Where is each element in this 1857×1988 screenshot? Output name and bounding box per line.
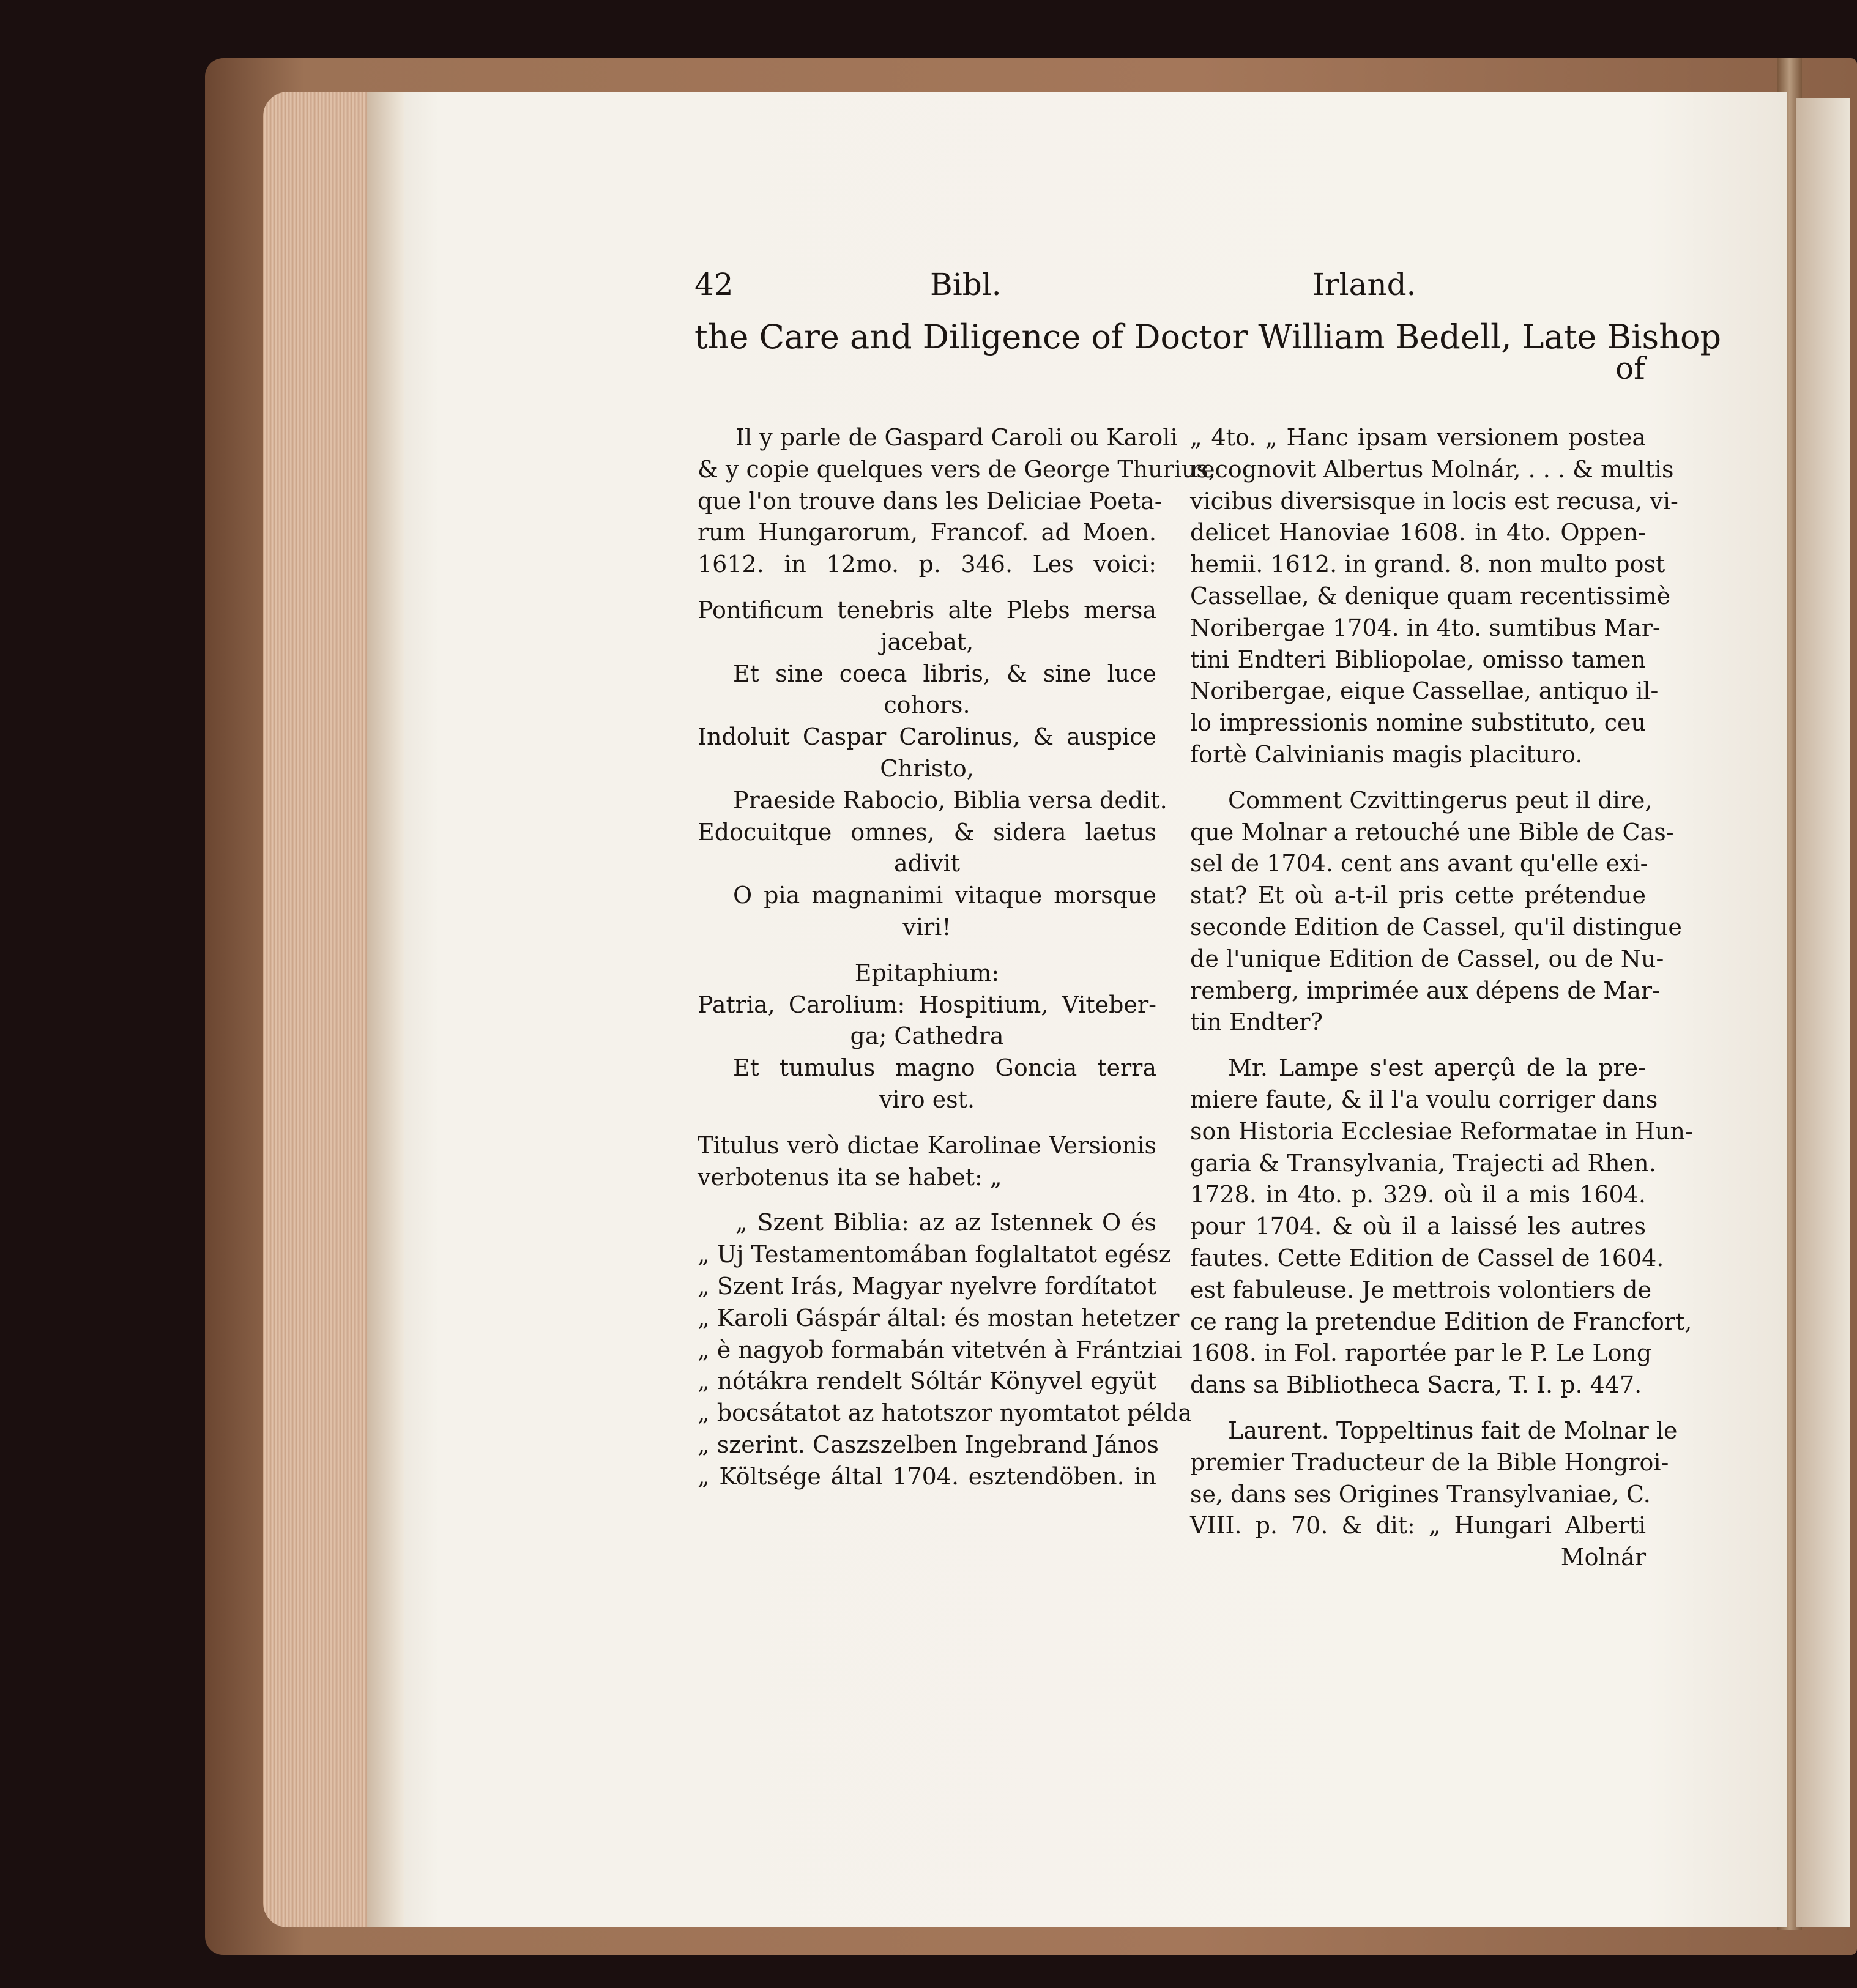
title-line: the Care and Diligence of Doctor William Bedell, Late Bishop (694, 318, 1722, 356)
text-line: que l'on trouve dans les Deliciae Poeta- (698, 487, 1163, 515)
verse-line: Pontificum tenebris alte Plebs mersa (698, 596, 1156, 624)
quote-line: „ Karoli Gáspár által: és mostan hetetzer (698, 1304, 1180, 1331)
text-line: & y copie quelques vers de George Thurius, (698, 455, 1216, 483)
text-line: rum Hungarorum, Francof. ad Moen. (698, 519, 1156, 546)
text-line: hemii. 1612. in grand. 8. non multo post (1190, 551, 1665, 578)
right-column (1190, 422, 1693, 1574)
verse-line: adivit (893, 850, 961, 877)
quote-line: „ Uj Testamentomában foglaltatot egész (698, 1241, 1171, 1268)
quote-line: „ Költsége által 1704. esztendöben. in (698, 1462, 1156, 1490)
quote-line: „ szerint. Caszszelben Ingebrand János (698, 1431, 1159, 1458)
text-line: VIII. p. 70. & dit: „ Hungari Alberti (1190, 1512, 1646, 1539)
page-number: 42 (694, 267, 734, 302)
text-line: pour 1704. & où il a laissé les autres (1190, 1213, 1646, 1240)
verse-line: O pia magnanimi vitaque morsque (733, 882, 1156, 909)
verse-line: Indoluit Caspar Carolinus, & auspice (698, 723, 1156, 751)
text-line: „ 4to. „ Hanc ipsam versionem postea (1190, 424, 1646, 451)
text-line: sel de 1704. cent ans avant qu'elle exi- (1190, 850, 1648, 877)
text-line: tini Endteri Bibliopolae, omisso tamen (1190, 646, 1646, 673)
text-line: 1728. in 4to. p. 329. où il a mis 1604. (1190, 1181, 1646, 1208)
text-line: remberg, imprimée aux dépens de Mar- (1190, 977, 1660, 1004)
text-line: que Molnar a retouché une Bible de Cas- (1190, 818, 1674, 846)
quote-line: „ bocsátatot az hatotszor nyomtatot példa (698, 1399, 1193, 1427)
text-line: Mr. Lampe s'est aperçû de la pre- (1228, 1054, 1646, 1082)
verse-line: Christo, (880, 754, 974, 782)
verse-line: jacebat, (880, 628, 974, 655)
text-line: stat? Et où a-t-il pris cette prétendue (1190, 882, 1646, 909)
verse-line: Et sine coeca libris, & sine luce (733, 660, 1156, 687)
text-line: Comment Czvittingerus peut il dire, (1228, 786, 1653, 814)
quote-line: „ Szent Irás, Magyar nyelvre fordítatot (698, 1272, 1156, 1300)
verse-line: Et tumulus magno Goncia terra (733, 1054, 1156, 1082)
text-line: 1608. in Fol. raportée par le P. Le Long (1190, 1339, 1652, 1367)
text-line: delicet Hanoviae 1608. in 4to. Oppen- (1190, 519, 1646, 546)
text-line: lo impressionis nomine substituto, ceu (1190, 709, 1646, 737)
text-line: vicibus diversisque in locis est recusa, vi- (1190, 487, 1678, 515)
running-head (694, 260, 1655, 309)
quote-line: „ è nagyob formabán vitetvén à Frántziai (698, 1336, 1182, 1363)
facing-page-edge (1796, 98, 1850, 1927)
text-line: de l'unique Edition de Cassel, ou de Nu- (1190, 945, 1664, 972)
text-line: 1612. in 12mo. p. 346. Les voici: (698, 551, 1156, 578)
verse-line: viri! (902, 913, 951, 940)
verse-line: ga; Cathedra (850, 1022, 1004, 1050)
running-head-left: Bibl. (930, 267, 1002, 302)
verse-line: Edocuitque omnes, & sidera laetus (698, 818, 1156, 846)
text-line: seconde Edition de Cassel, qu'il distingue (1190, 913, 1682, 940)
text-line: miere faute, & il l'a voulu corriger dans (1190, 1085, 1658, 1113)
left-column (698, 422, 1216, 1493)
text-line: se, dans ses Origines Transylvaniae, C. (1190, 1480, 1651, 1508)
verse-line: viro est. (879, 1085, 975, 1113)
verse-line: Praeside Rabocio, Biblia versa dedit. (733, 786, 1167, 814)
text-line: premier Traducteur de la Bible Hongroi- (1190, 1448, 1669, 1476)
epitaph-heading: Epitaphium: (854, 959, 1000, 986)
text-line: tin Endter? (1190, 1008, 1323, 1036)
text-line: Noribergae 1704. in 4to. sumtibus Mar- (1190, 614, 1661, 641)
text-line: Cassellae, & denique quam recentissimè (1190, 582, 1671, 609)
text-line: Noribergae, eique Cassellae, antiquo il- (1190, 677, 1659, 705)
quote-line: „ nótákra rendelt Sóltár Könyvel együt (698, 1368, 1156, 1395)
text-line: garia & Transylvania, Trajecti ad Rhen. (1190, 1149, 1656, 1177)
title-catchword: of (1615, 351, 1645, 386)
text-line: Laurent. Toppeltinus fait de Molnar le (1228, 1417, 1678, 1444)
text-line: fautes. Cette Edition de Cassel de 1604. (1190, 1244, 1664, 1271)
text-line: verbotenus ita se habet: „ (698, 1163, 1002, 1191)
verse-line: Patria, Carolium: Hospitium, Viteber- (698, 991, 1156, 1018)
quote-line: „ Szent Biblia: az az Istennek O és (735, 1209, 1156, 1237)
verse-line: cohors. (884, 691, 970, 719)
catchword: Molnár (1560, 1544, 1646, 1571)
text-line: recognovit Albertus Molnár, . . . & multis (1190, 455, 1674, 483)
page-gutter (367, 92, 404, 1927)
text-line: son Historia Ecclesiae Reformatae in Hun- (1190, 1117, 1693, 1145)
text-line: fortè Calvinianis magis placituro. (1190, 740, 1583, 768)
text-line: Titulus verò dictae Karolinae Versionis (698, 1131, 1156, 1159)
text-line: est fabuleuse. Je mettrois volontiers de (1190, 1276, 1652, 1303)
text-line: dans sa Bibliotheca Sacra, T. I. p. 447. (1190, 1371, 1642, 1399)
text-line: ce rang la pretendue Edition de Francfort, (1190, 1308, 1692, 1335)
running-head-right: Irland. (1312, 267, 1416, 302)
text-line: Il y parle de Gaspard Caroli ou Karoli (735, 424, 1178, 451)
